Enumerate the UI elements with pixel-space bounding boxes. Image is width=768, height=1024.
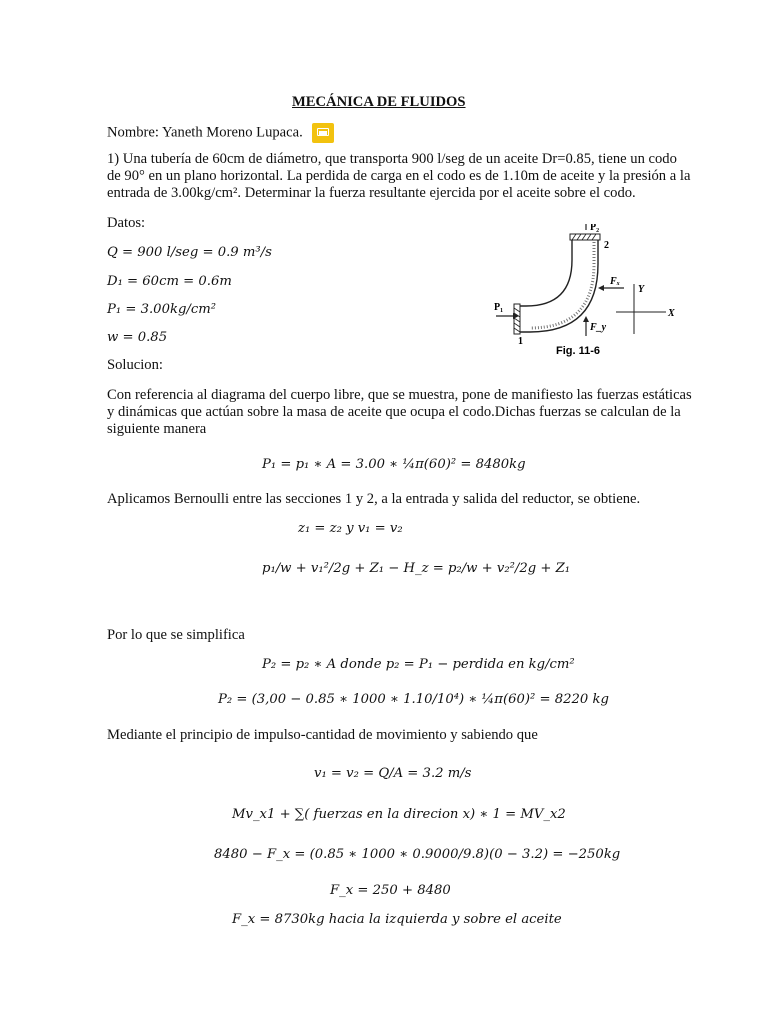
simplifica-text: Por lo que se simplifica bbox=[107, 627, 245, 643]
equation-velocity: v₁ = v₂ = Q/A = 3.2 m/s bbox=[314, 766, 472, 781]
dato-densidad: w = 0.85 bbox=[107, 330, 168, 345]
equation-p2-value: P₂ = (3,00 − 0.85 ∗ 1000 ∗ 1.10/10⁴) ∗ ¼π(60)² = 8220 kg bbox=[218, 692, 609, 707]
dato-diametro: D₁ = 60cm = 0.6m bbox=[107, 274, 232, 289]
figure-caption: Fig. 11-6 bbox=[556, 345, 601, 357]
problem-line-2: de 90° en un plano horizontal. La perdida de carga en el codo es de 1.10m de aceite y la presión a la bbox=[107, 168, 691, 184]
para1-line-1: Con referencia al diagrama del cuerpo libre, que se muestra, pone de manifiesto las fuerzas estáticas bbox=[107, 387, 692, 403]
label-section-2: 2 bbox=[604, 240, 609, 251]
equation-p2-def: P₂ = p₂ ∗ A donde p₂ = P₁ − perdida en kg/cm² bbox=[262, 657, 575, 672]
author-name: Nombre: Yaneth Moreno Lupaca. bbox=[107, 124, 303, 141]
solucion-label: Solucion: bbox=[107, 357, 163, 373]
problem-line-3: entrada de 3.00kg/cm². Determinar la fuerza resultante ejercida por el aceite sobre el codo. bbox=[107, 185, 636, 201]
comment-icon[interactable] bbox=[312, 123, 334, 143]
datos-label: Datos: bbox=[107, 215, 146, 231]
label-axis-x: X bbox=[668, 308, 675, 319]
equation-fx-result: F_x = 8730kg hacia la izquierda y sobre el aceite bbox=[232, 912, 562, 927]
impulso-text: Mediante el principio de impulso-cantidad de movimiento y sabiendo que bbox=[107, 727, 538, 743]
para1-line-2: y dinámicas que actúan sobre la masa de aceite que ocupa el codo.Dichas fuerzas se calculan de la bbox=[107, 404, 681, 420]
fx-arrowhead bbox=[598, 285, 604, 291]
problem-line-1: 1) Una tubería de 60cm de diámetro, que transporta 900 l/seg de un aceite Dr=0.85, tiene un codo bbox=[107, 151, 677, 167]
elbow-inner-wall bbox=[520, 240, 572, 306]
label-section-1: 1 bbox=[518, 336, 523, 347]
label-fy: F_y bbox=[590, 322, 607, 333]
bernoulli-text: Aplicamos Bernoulli entre las secciones 1 y 2, a la entrada y salida del reductor, se obtiene. bbox=[107, 491, 641, 507]
equation-bernoulli: p₁/w + v₁²/2g + Z₁ − H_z = p₂/w + v₂²/2g + Z₁ bbox=[262, 561, 571, 576]
equation-z-v: z₁ = z₂ y v₁ = v₂ bbox=[298, 521, 403, 536]
label-p2: P₂ bbox=[590, 224, 600, 233]
elbow-free-body-diagram bbox=[486, 224, 686, 360]
label-axis-y: Y bbox=[638, 284, 645, 295]
fy-arrowhead bbox=[583, 316, 589, 322]
label-p1: P₁ bbox=[494, 302, 504, 313]
equation-fx-sum: F_x = 250 + 8480 bbox=[330, 883, 451, 898]
elbow-wall-shading bbox=[530, 242, 594, 328]
elbow-diagram-svg bbox=[486, 224, 686, 360]
para1-line-3: siguiente manera bbox=[107, 421, 207, 437]
equation-momentum: Mv_x1 + ∑( fuerzas en la direcion x) ∗ 1 = MV_x2 bbox=[232, 807, 566, 822]
page-title: MECÁNICA DE FLUIDOS bbox=[292, 94, 466, 110]
equation-p1: P₁ = p₁ ∗ A = 3.00 ∗ ¼π(60)² = 8480kg bbox=[262, 457, 526, 472]
dato-presion: P₁ = 3.00kg/cm² bbox=[107, 302, 217, 317]
name-line bbox=[107, 123, 334, 143]
equation-fx-calc: 8480 − F_x = (0.85 ∗ 1000 ∗ 0.9000/9.8)(0 − 3.2) = −250kg bbox=[214, 847, 621, 862]
dato-caudal: Q = 900 l/seg = 0.9 m³/s bbox=[107, 245, 272, 260]
label-fx: Fₓ bbox=[610, 276, 621, 287]
